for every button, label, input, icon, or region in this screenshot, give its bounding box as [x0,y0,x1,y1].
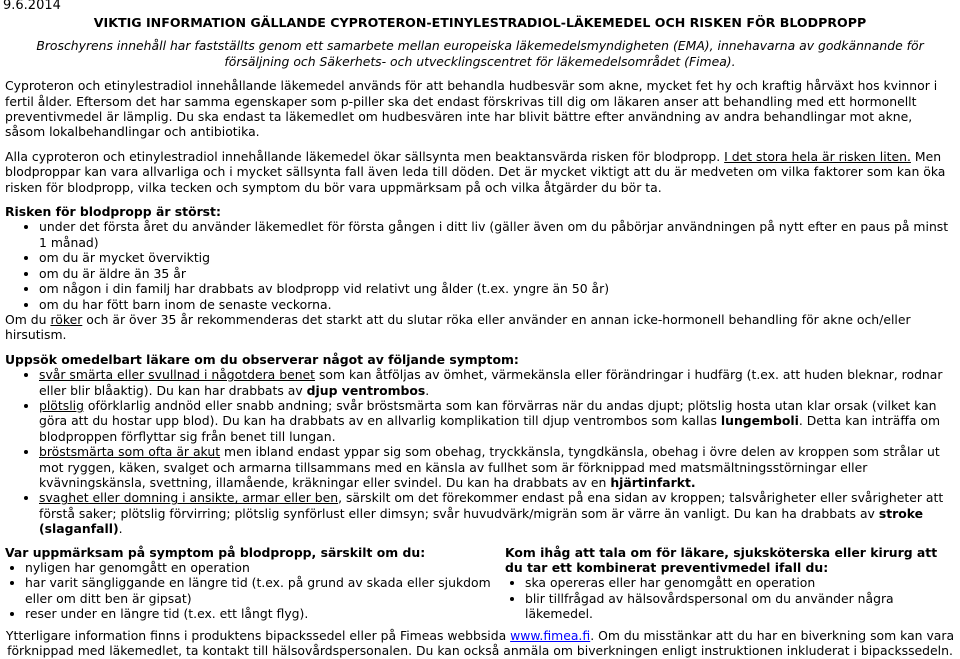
list-item: • reser under en längre tid (t.ex. ett långt flyg). [25,606,500,621]
symptom-text: som kan åtföljas av ömhet, värmekänsla eller förändringar i hudfärg (t.ex. att huden bleknar, rodnar eller blir blåaktig). Du kan har drabbats av [39,367,943,398]
list-item: • om någon i din familj har drabbats av blodpropp vid relativt ung ålder (t.ex. yngre än 50 år) [39,281,955,296]
bottom-columns [5,545,955,622]
left-column [5,545,500,622]
symptom-end: . [425,382,430,398]
list-item [39,398,955,444]
risk-small-text: I det stora hela är risken liten. [724,148,911,164]
right-column [505,545,955,622]
paragraph-risk-overview [5,149,955,195]
left-column-list [5,560,500,622]
risk-heading: Risken för blodpropp är störst: [5,204,221,220]
symptom-key: bröstsmärta som ofta är akut [39,444,221,460]
symptom-end: . [118,521,123,537]
paragraph-usage: Cyproteron och etinylestradiol innehållande läkemedel används för att behandla hudbesvär som akne, mycket fet hy och kraftig hårväxt hos kvinnor i fertil ålder. Eftersom det har samma egenskaper som p-piller ska det endast förskrivas till dig om läkaren anser att behandling med ett hormonellt preventivmedel är lämplig. Du ska endast ta läkemedlet om hudbesvären inte har blivit bättre efter användning av andra behandlingar mot akne, såsom lokalbehandlingar och antibiotika. [5,78,938,140]
risk-list [5,219,955,311]
list-item: • om du har fött barn inom de senaste veckorna. [39,297,955,312]
left-column-heading: Var uppmärksam på symptom på blodpropp, särskilt om du: [5,544,426,560]
footer-text [5,628,955,659]
document-title: VIKTIG INFORMATION GÄLLANDE CYPROTERON-ETINYLESTRADIOL-LÄKEMEDEL OCH RISKEN FÖR BLODPROPP [93,15,867,30]
symptom-key: svaghet eller domning i ansikte, armar eller ben [39,490,339,506]
symptom-text: oförklarlig andnöd eller snabb andning; svår bröstsmärta som kan förvärras när du andas djupt; plötslig hosta utan klar orsak (vilket kan göra att du hostar upp blod). Du kan ha drabbats av en allvarlig komplikation till djup ventrombos som kallas [39,397,937,429]
symptom-text: , särskilt om det förekommer endast på ena sidan av kroppen; talsvårigheter eller svårigheter att förstå saker; plötslig förvirring; plötslig synförlust eller dimsyn; svår huvudvärk/migrän som är värre än vanligt. Du kan ha drabbats av [39,490,944,521]
symptom-end: . Detta kan inträffa om blodproppen förflyttar sig från benet till lungan. [39,413,941,444]
risk-overview-text: Alla cyproteron och etinylestradiol innehållande läkemedel ökar sällsynta men beaktansvärda risken för blodpropp. [5,148,721,164]
symptom-diagnosis: lungemboli [720,413,799,429]
smoking-link[interactable]: röker [50,311,83,327]
symptom-diagnosis: stroke (slaganfall) [39,505,924,537]
document-date: 9.6.2014 [3,0,61,13]
list-item: • om du är mycket överviktig [39,250,955,265]
smoking-text-b: och är över 35 år rekommenderas det starkt att du slutar röka eller använder en annan icke-hormonell behandling för akne och/eller hirsutism. [5,311,911,343]
footer-text-a: Ytterligare information finns i produktens bipackssedel eller på Fimeas webbsida [5,627,507,643]
smoking-text-a: Om du [5,311,47,327]
list-item: • om du är äldre än 35 år [39,266,955,281]
list-item: • nyligen har genomgått en operation [25,560,500,575]
list-item: • har varit sängliggande en längre tid (t.ex. på grund av skada eller sjukdom eller om ditt ben är gipsat) [25,575,500,606]
symptom-diagnosis: djup ventrombos [306,382,426,398]
smoking-paragraph [5,312,955,343]
right-column-list [505,575,955,621]
list-item: • blir tillfrågad av hälsovårdspersonal om du använder några läkemedel. [525,591,955,622]
list-item: • ska opereras eller har genomgått en operation [525,575,955,590]
symptom-diagnosis: hjärtinfarkt. [610,474,696,490]
symptoms-list [5,367,955,536]
symptoms-heading: Uppsök omedelbart läkare om du observerar något av följande symptom: [5,351,519,367]
intro-text: Broschyrens innehåll har fastställts genom ett samarbete mellan europeiska läkemedelsmyndigheten (EMA), innehavarna av godkännande för försäljning och Säkerhets- och utvecklingscentret för läkemedelsområdet (Fimea). [36,38,924,69]
footer-text-b: . Om du misstänkar att du har en biverkning som kan vara förknippad med läkemedlet, ta kontakt till hälsovårdspersonalen. Du kan också anmäla om biverkningen enligt instruktionen inkluderat i bipackssedeln. [7,627,955,659]
risk-overview-rest: Men blodproppar kan vara allvarliga och i mycket sällsynta fall även leda till döden. Det är mycket viktigt att du är medveten om vilka faktorer som kan öka risken för blodpropp, vilka tecken och symptom du bör vara uppmärksam på och vilka åtgärder du bör ta. [5,148,946,195]
list-item [39,444,955,490]
symptom-text: men ibland endast yppar sig som obehag, tryckkänsla, tyngdkänsla, obehag i övre delen av kroppen som strålar ut mot ryggen, käken, svalget och armarna tillsammans med en känsla av fullhet som är förknippad med matsmältningsstörningar eller kvävningskänsla, svettning, illamående, kräkningar eller svindel. Du kan ha drabbats av en [39,444,940,490]
symptom-key: plötslig [39,397,84,413]
list-item: • under det första året du använder läkemedlet för första gången i ditt liv (gäller även om du påbörjar användningen på nytt efter en paus på minst 1 månad) [39,219,955,250]
list-item [39,490,955,536]
symptom-key: svår smärta eller svullnad i någotdera benet [39,367,316,383]
fimea-link[interactable]: www.fimea.fi [510,627,591,643]
list-item [39,367,955,398]
right-column-heading: Kom ihåg att tala om för läkare, sjuksköterska eller kirurg att du tar ett kombinerat preventivmedel ifall du: [505,544,938,575]
